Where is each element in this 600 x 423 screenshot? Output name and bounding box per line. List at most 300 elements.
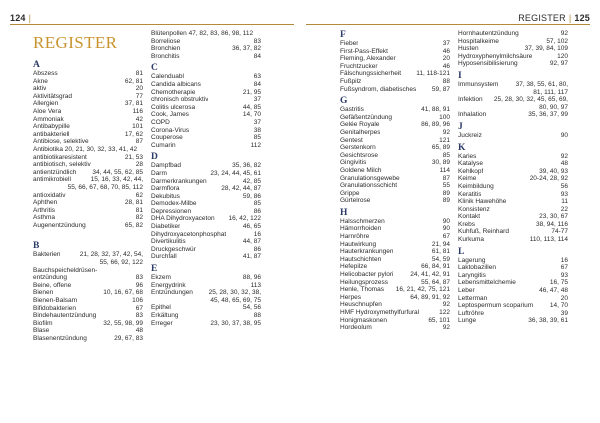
index-term: Heuschnupfen <box>340 301 382 309</box>
index-pages: 37 <box>442 40 450 47</box>
index-entry <box>151 223 261 231</box>
index-term: Genitalherpes <box>340 128 381 136</box>
index-entry <box>340 114 450 122</box>
index-entry <box>33 305 143 313</box>
index-term: Leptospermum scoparium <box>458 302 534 310</box>
index-pages: 35, 36, 82 <box>232 162 261 170</box>
index-pages: 37, 38, 55, 61, 80, <box>515 80 568 88</box>
index-entry <box>151 53 261 61</box>
index-pages: 42 <box>135 115 143 123</box>
index-term: Cook, James <box>151 111 189 119</box>
index-entry <box>33 78 143 86</box>
index-pages: 86, 89, 96 <box>421 121 450 129</box>
index-entry <box>151 96 261 104</box>
index-entry <box>151 312 261 320</box>
index-term: antimikrobiell <box>33 176 71 184</box>
index-pages: 48 <box>560 160 568 168</box>
index-letter-heading: B <box>33 241 40 252</box>
index-pages: 90 <box>442 225 450 233</box>
index-term: Druckgeschwür <box>151 245 196 253</box>
index-term: Katalyse <box>458 160 483 168</box>
index-pages: 88 <box>253 312 261 319</box>
index-term: Couperose <box>151 134 183 142</box>
index-entry <box>33 85 143 93</box>
index-entry <box>458 38 568 46</box>
header-separator: | <box>28 13 32 23</box>
index-pages: 34, 44, 55, 62, 85 <box>92 168 143 176</box>
index-letter-heading: L <box>458 246 465 257</box>
index-term: Leber <box>458 287 475 295</box>
index-term: Kuhfuß, Reinhard <box>458 228 509 236</box>
index-entry <box>151 320 261 328</box>
index-entry-continuation <box>33 259 143 267</box>
index-pages: 87 <box>135 138 143 146</box>
index-entry <box>151 238 261 246</box>
index-entry-continuation <box>458 104 568 112</box>
index-pages: 65, 82 <box>124 221 143 229</box>
index-entry-continuation <box>458 89 568 97</box>
index-entry <box>458 60 568 68</box>
index-term: Harnröhre <box>340 233 370 241</box>
index-entry <box>33 93 143 101</box>
index-term: Lagerung <box>458 256 486 264</box>
index-entry <box>340 137 450 145</box>
index-entry <box>33 108 143 116</box>
index-entry <box>33 214 143 222</box>
index-pages: 116 <box>132 107 143 115</box>
index-column-2 <box>151 30 261 327</box>
index-pages: 41, 87 <box>242 253 261 261</box>
index-entry <box>33 267 143 275</box>
index-pages: 39 <box>560 309 568 317</box>
index-term: Gefäßentzündung <box>340 113 393 121</box>
index-term: antibiotisch, selektiv <box>33 161 91 169</box>
index-entry <box>151 104 261 112</box>
index-entry-continuation <box>151 297 261 305</box>
index-entry <box>458 175 568 183</box>
index-term: Blütenpollen 47, 82, 83, 86, 98, 112 <box>151 30 254 37</box>
index-term: Kurkuma <box>458 236 485 244</box>
index-term: Fälschungssicherheit <box>340 70 402 78</box>
index-term: Kehlkopf <box>458 167 484 175</box>
index-term: Inhalation <box>458 111 487 119</box>
index-pages: 92 <box>442 301 450 309</box>
section-gap <box>33 229 143 238</box>
index-letter-heading: F <box>340 30 346 40</box>
index-term: chronisch obstruktiv <box>151 96 209 104</box>
index-pages: 89 <box>442 197 450 205</box>
index-term: Epithel <box>151 304 171 312</box>
index-pages: 37, 81 <box>124 100 143 108</box>
index-entry <box>151 289 261 297</box>
index-entry <box>458 183 568 191</box>
index-entry <box>33 146 143 154</box>
index-term: Hämorrhoiden <box>340 225 382 233</box>
index-term: Diabetiker <box>151 223 181 231</box>
index-pages: 16 <box>253 230 261 238</box>
index-pages: 25, 28, 30, 32, 38, <box>208 289 261 297</box>
index-pages: 38, 94, 116 <box>535 220 568 228</box>
index-letter-heading: J <box>458 121 463 132</box>
index-term: Letterman <box>458 294 488 302</box>
index-term: Immunsystem <box>458 80 499 88</box>
index-pages: 62 <box>135 191 143 199</box>
index-pages: 36, 38, 39, 61 <box>528 317 568 325</box>
index-term: entzündung <box>33 274 67 282</box>
index-entry <box>151 282 261 290</box>
index-pages: 30, 89 <box>431 159 450 167</box>
index-pages: 86 <box>253 245 261 253</box>
index-term: Asthma <box>33 214 56 222</box>
index-term: Depressionen <box>151 207 192 215</box>
index-letter-heading: I <box>458 70 462 81</box>
index-entry <box>33 251 143 259</box>
index-entry <box>33 154 143 162</box>
index-term: antientzündlich <box>33 168 77 176</box>
index-pages: 20 <box>442 55 450 63</box>
index-pages: 83 <box>253 37 261 45</box>
index-pages: 20 <box>560 294 568 302</box>
index-entry <box>151 274 261 282</box>
index-pages: 29, 67, 83 <box>114 335 143 342</box>
index-term: Goldene Milch <box>340 166 382 174</box>
index-entry <box>151 38 261 46</box>
index-pages <box>141 267 143 275</box>
index-pages: 54, 59 <box>431 255 450 263</box>
index-pages: 59, 86 <box>242 192 261 200</box>
index-term: aktiv <box>33 85 47 93</box>
index-entry <box>340 286 450 294</box>
index-entry <box>340 263 450 271</box>
index-pages: 85 <box>253 134 261 142</box>
index-entry <box>33 131 143 139</box>
index-term: Honigmaskonen <box>340 316 387 324</box>
index-term: Herpes <box>340 293 361 301</box>
index-term: Bronchitis <box>151 52 180 60</box>
index-pages: 93 <box>560 271 568 279</box>
index-entry <box>340 48 450 56</box>
index-term: Beine, offene <box>33 281 72 289</box>
index-entry <box>340 182 450 190</box>
index-pages: 28, 42, 44, 87 <box>221 185 261 193</box>
index-term: Erreger <box>151 319 173 327</box>
index-entry <box>151 73 261 81</box>
index-entry <box>458 317 568 325</box>
index-pages: 42, 85 <box>242 177 261 185</box>
index-pages: 67 <box>442 233 450 241</box>
index-pages: 48 <box>135 327 143 335</box>
index-term: Keime <box>458 175 477 183</box>
index-pages: 16, 21, 42, 75, 121 <box>395 286 450 294</box>
index-pages: 92 <box>442 324 450 332</box>
index-pages: 46 <box>442 47 450 55</box>
index-entry <box>340 324 450 332</box>
index-entry <box>458 287 568 295</box>
index-term: First-Pass-Effekt <box>340 47 388 55</box>
index-pages: 80, 90, 97 <box>539 103 568 111</box>
index-pages: 23, 24, 44, 45, 61 <box>210 169 261 177</box>
index-pages: 57, 102 <box>546 37 568 45</box>
index-pages: 55, 66, 67, 68, 70, 85, 112 <box>67 183 143 191</box>
index-pages: 83 <box>135 274 143 282</box>
index-pages: 14, 70 <box>242 111 261 119</box>
index-entry <box>458 264 568 272</box>
index-term: Gürtelrose <box>340 197 371 205</box>
index-pages: 21, 95 <box>242 88 261 96</box>
index-pages: 63 <box>253 73 261 81</box>
index-term: Bauchspeicheldrüsen- <box>33 266 98 274</box>
index-letter-heading: D <box>151 152 158 163</box>
index-entry <box>33 138 143 146</box>
index-term: Dampfbad <box>151 162 181 170</box>
index-term: Candida albicans <box>151 80 201 88</box>
index-pages: 90 <box>560 131 568 139</box>
running-head: REGISTER <box>518 13 566 23</box>
index-term: Antibiotika 20, 21, 30, 32, 33, 41, 42 <box>33 145 138 153</box>
index-pages: 89 <box>442 189 450 197</box>
index-term: Gerstenkorn <box>340 144 376 152</box>
index-term: Granulationsschicht <box>340 182 398 190</box>
index-pages: 122 <box>439 309 450 316</box>
index-entry <box>340 317 450 325</box>
index-pages: 21, 94 <box>431 240 450 248</box>
index-pages: 54, 56 <box>242 304 261 312</box>
index-entry <box>33 169 143 177</box>
index-pages: 92 <box>560 30 568 37</box>
index-term: Hydroxyphenylmilchsäure <box>458 52 533 60</box>
index-term: Divertikulitis <box>151 238 186 246</box>
index-term: Aphthen <box>33 199 58 207</box>
index-term: Henle, Thomas <box>340 286 384 294</box>
index-pages: 46 <box>442 62 450 70</box>
index-pages: 84 <box>253 52 261 60</box>
index-letter-heading: C <box>151 63 158 74</box>
index-pages: 84 <box>253 80 261 88</box>
index-pages: 88 <box>442 77 450 85</box>
index-term: Ekzem <box>151 274 171 282</box>
index-entry <box>458 295 568 303</box>
index-pages: 113 <box>250 281 261 289</box>
index-pages: 114 <box>439 166 450 174</box>
index-entry <box>151 81 261 89</box>
index-entry <box>151 200 261 208</box>
index-term: Hordeolum <box>340 324 372 332</box>
index-entry <box>458 96 568 104</box>
index-pages: 101 <box>132 123 143 131</box>
index-column-1 <box>33 60 143 343</box>
index-term: Bifidobakterien <box>33 304 76 312</box>
index-entry <box>33 199 143 207</box>
index-entry <box>458 191 568 199</box>
index-pages: 16, 75 <box>549 279 568 287</box>
index-pages: 16 <box>560 256 568 264</box>
index-term: Antibiose, selektive <box>33 138 89 146</box>
index-term: Darmflora <box>151 185 180 193</box>
page-number-left: 124 <box>10 13 26 23</box>
index-term: Helicobacter pylori <box>340 271 394 279</box>
index-pages <box>259 30 261 38</box>
index-term: Entzündungen <box>151 289 193 297</box>
index-term: Darmerkrankungen <box>151 177 207 185</box>
index-term: antioxidativ <box>33 191 66 199</box>
index-entry <box>340 190 450 198</box>
index-term: Hornhautentzündung <box>458 30 519 37</box>
index-term: Bindehautentzündung <box>33 312 97 320</box>
index-entry <box>151 111 261 119</box>
index-term: Gingivitis <box>340 159 367 167</box>
index-pages: 88, 96 <box>242 274 261 282</box>
index-entry <box>340 279 450 287</box>
index-term: Keimbildung <box>458 182 494 190</box>
index-term: Lunge <box>458 317 477 325</box>
index-term: Calenduabl <box>151 73 184 81</box>
index-entry <box>340 40 450 48</box>
index-pages: 20 <box>135 85 143 93</box>
index-entry <box>151 178 261 186</box>
index-entry <box>151 30 261 38</box>
index-pages: 15, 16, 33, 42, 44, <box>90 176 143 184</box>
index-entry <box>458 30 568 38</box>
index-entry <box>151 162 261 170</box>
index-pages: 65, 89 <box>431 144 450 152</box>
index-term: Klinik Hawehöhe <box>458 198 507 206</box>
index-entry <box>151 304 261 312</box>
index-pages: 81 <box>135 70 143 77</box>
index-term: Borreliose <box>151 37 181 45</box>
index-term: Dihydroxyacetonphosphat <box>151 230 227 238</box>
index-entry <box>340 241 450 249</box>
index-term: Luftröhre <box>458 309 485 317</box>
index-pages: 85 <box>442 151 450 159</box>
index-entry <box>340 86 450 94</box>
index-pages: 46, 47, 48 <box>539 287 568 295</box>
index-term: Bienen <box>33 289 54 297</box>
index-entry <box>33 289 143 297</box>
index-term: Karies <box>458 152 477 160</box>
index-term: Laryngitis <box>458 271 486 279</box>
index-term: Corona-Virus <box>151 126 190 134</box>
index-term: Hospitalkeime <box>458 37 499 45</box>
index-entry <box>33 176 143 184</box>
page-number-right: 125 <box>574 13 590 23</box>
index-letter-heading: G <box>340 96 348 107</box>
index-entry <box>151 253 261 261</box>
index-entry <box>340 159 450 167</box>
index-entry <box>33 335 143 343</box>
index-pages: 90 <box>442 217 450 225</box>
index-pages: 36, 37, 82 <box>232 45 261 53</box>
index-pages: 11 <box>561 198 568 206</box>
index-term: Bienen-Balsam <box>33 297 78 305</box>
index-pages: 38 <box>253 126 261 134</box>
index-pages: 28 <box>135 161 143 169</box>
index-term: Durchfall <box>151 253 177 261</box>
index-pages: 87 <box>442 174 450 182</box>
index-term: Ammoniak <box>33 115 64 123</box>
index-term: Allergien <box>33 100 59 108</box>
index-entry <box>33 161 143 169</box>
index-entry <box>33 320 143 328</box>
index-pages: 16, 42, 122 <box>228 215 261 223</box>
index-term: Energydrink <box>151 281 186 289</box>
index-pages: 24, 41, 42, 91 <box>410 271 450 279</box>
index-term: Fußsyndrom, diabetisches <box>340 85 417 93</box>
index-entry <box>151 45 261 53</box>
index-entry <box>151 142 261 150</box>
index-entry <box>151 185 261 193</box>
header-separator: | <box>568 13 572 23</box>
index-entry <box>340 256 450 264</box>
index-pages: 62, 81 <box>124 77 143 85</box>
index-pages: 64, 89, 91, 92 <box>410 293 450 301</box>
index-pages: 59, 87 <box>431 85 450 93</box>
index-term: Aktivitätsgrad <box>33 92 73 100</box>
index-entry <box>151 134 261 142</box>
index-term: COPD <box>151 118 170 126</box>
index-letter-heading: E <box>151 264 158 275</box>
index-entry <box>151 170 261 178</box>
index-entry <box>340 248 450 256</box>
index-term: Hautschichten <box>340 255 382 263</box>
index-entry <box>340 144 450 152</box>
index-entry <box>458 310 568 318</box>
index-term: Konsistenz <box>458 205 490 213</box>
index-entry <box>340 70 450 78</box>
index-entry <box>33 274 143 282</box>
index-pages: 56 <box>560 182 568 190</box>
index-pages: 35, 36, 37, 99 <box>528 111 568 119</box>
index-entry <box>33 297 143 305</box>
index-term: Blase <box>33 327 50 335</box>
index-term: Demodex-Milbe <box>151 200 197 208</box>
index-pages: 67 <box>135 304 143 312</box>
index-pages: 55, 64, 87 <box>421 278 450 286</box>
index-term: Gelée Royale <box>340 121 380 129</box>
page-title: REGISTER <box>33 33 118 52</box>
index-pages: 85 <box>253 200 261 208</box>
index-pages: 21, 53 <box>124 153 143 161</box>
index-letter-heading: H <box>340 207 348 218</box>
index-entry <box>340 129 450 137</box>
index-pages: 93 <box>560 190 568 198</box>
index-entry <box>151 193 261 201</box>
index-pages: 14, 70 <box>549 302 568 310</box>
index-term: Hyposensibilisierung <box>458 60 518 68</box>
index-term: Gentest <box>340 136 363 144</box>
index-column-3 <box>340 30 450 332</box>
index-letter-heading: A <box>33 60 40 70</box>
index-pages: 23, 30, 37, 38, 95 <box>210 319 261 327</box>
index-entry <box>33 282 143 290</box>
index-term: Hauterkrankungen <box>340 248 394 256</box>
index-pages: 21, 28, 32, 37, 42, 54, <box>79 251 143 259</box>
index-term: Bronchien <box>151 45 181 53</box>
index-entry <box>340 233 450 241</box>
index-term: Dekubitus <box>151 192 180 200</box>
index-pages: 92, 97 <box>549 60 568 68</box>
index-entry <box>151 208 261 216</box>
index-entry <box>458 221 568 229</box>
index-pages: 121 <box>439 136 450 144</box>
index-entry-continuation <box>33 184 143 192</box>
index-term: Fieber <box>340 40 359 47</box>
index-entry <box>458 153 568 161</box>
index-entry <box>458 302 568 310</box>
index-column-4 <box>458 30 568 325</box>
index-entry <box>458 160 568 168</box>
index-pages: 120 <box>557 52 568 60</box>
index-entry <box>458 279 568 287</box>
